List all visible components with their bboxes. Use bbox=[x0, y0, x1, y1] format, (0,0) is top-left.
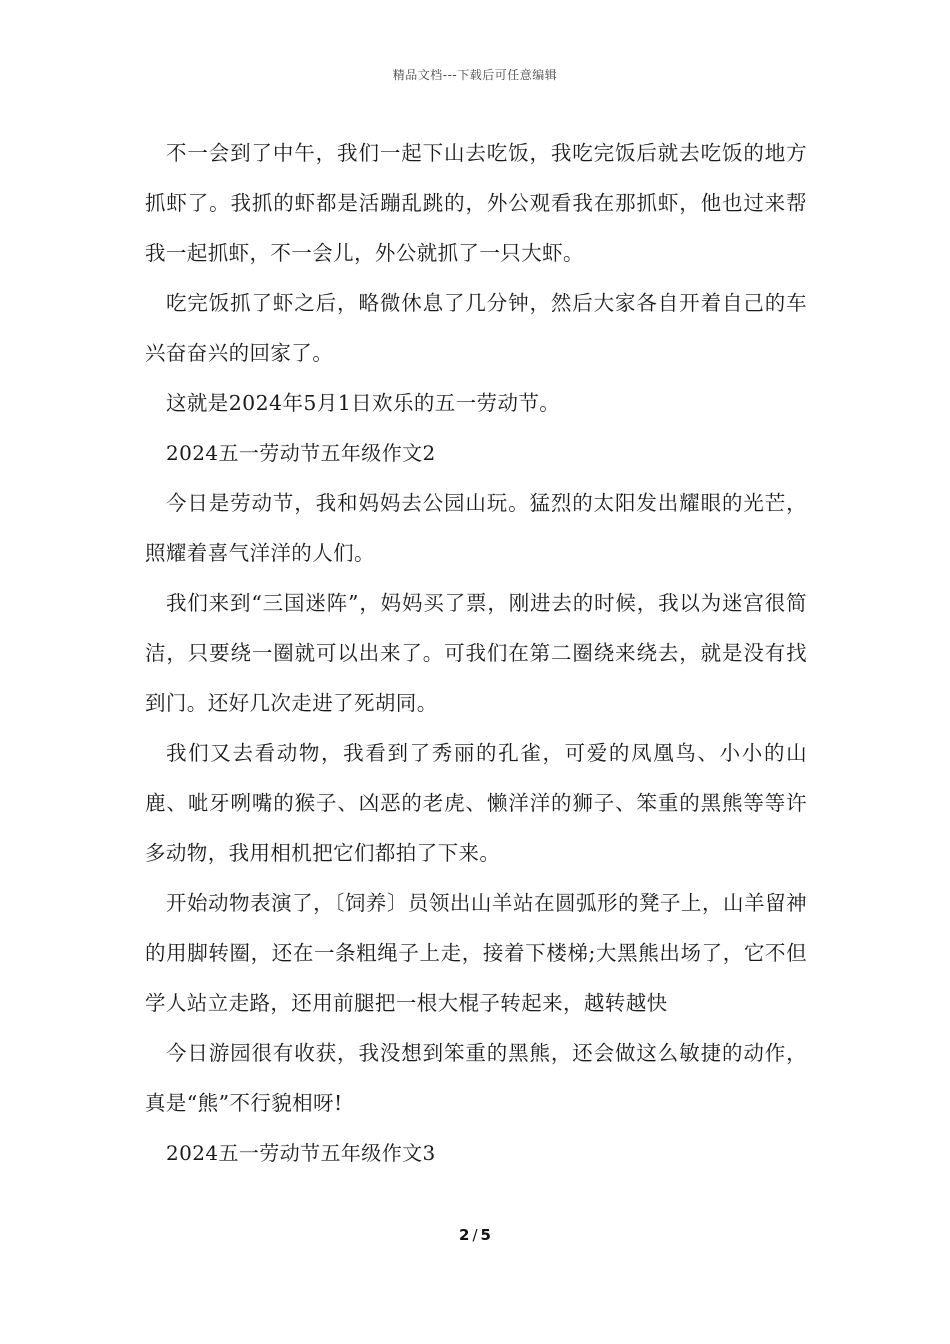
paragraph-lunch: 不一会到了中午，我们一起下山去吃饭，我吃完饭后就去吃饭的地方抓虾了。我抓的虾都是活蹦乱跳的，外公观看我在那抓虾，他也过来帮我一起抓虾，不一会儿，外公就抓了一只大虾。 bbox=[145, 141, 807, 265]
paragraph-park: 今日是劳动节，我和妈妈去公园山玩。猛烈的太阳发出耀眼的光芒，照耀着喜气洋洋的人们。 bbox=[145, 491, 807, 565]
page-total: 5 bbox=[480, 1226, 491, 1244]
page-current: 2 bbox=[459, 1226, 470, 1244]
essay-heading-3: 2024五一劳动节五年级作文3 bbox=[166, 1141, 436, 1165]
essay-heading-2: 2024五一劳动节五年级作文2 bbox=[166, 441, 436, 465]
paragraph-harvest: 今日游园很有收获，我没想到笨重的黑熊，还会做这么敏捷的动作，真是“熊”不行貌相呀! bbox=[145, 1041, 807, 1115]
document-body bbox=[145, 128, 807, 1178]
paragraph-animals: 我们又去看动物，我看到了秀丽的孔雀，可爱的凤凰鸟、小小的山鹿、呲牙咧嘴的猴子、凶恶的老虎、懒洋洋的狮子、笨重的黑熊等等许多动物，我用相机把它们都拍了下来。 bbox=[145, 741, 807, 865]
page-separator: / bbox=[472, 1226, 478, 1244]
paragraph-labor-day: 这就是2024年5月1日欢乐的五一劳动节。 bbox=[166, 391, 561, 415]
paragraph-maze: 我们来到“三国迷阵”，妈妈买了票，刚进去的时候，我以为迷宫很简洁，只要绕一圈就可以出来了。可我们在第二圈绕来绕去，就是没有找到门。还好几次走进了死胡同。 bbox=[145, 591, 807, 715]
paragraph-go-home: 吃完饭抓了虾之后，略微休息了几分钟，然后大家各自开着自己的车兴奋奋兴的回家了。 bbox=[145, 291, 807, 365]
paragraph-show: 开始动物表演了，〔饲养〕员领出山羊站在圆弧形的凳子上，山羊留神的用脚转圈，还在一条粗绳子上走，接着下楼梯;大黑熊出场了，它不但学人站立走路，还用前腿把一根大棍子转起来，越转越快 bbox=[145, 891, 807, 1015]
page-number bbox=[0, 1226, 950, 1244]
page-header: 精品文档---下载后可任意编辑 bbox=[392, 68, 558, 82]
